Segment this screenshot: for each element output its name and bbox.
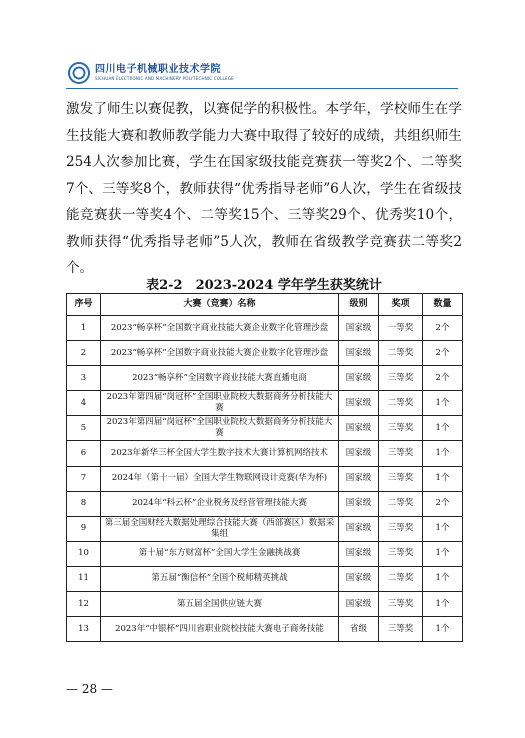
award: 二等奖 (379, 391, 423, 416)
award: 二等奖 (379, 341, 423, 366)
level: 国家级 (339, 366, 379, 391)
count: 1个 (423, 391, 463, 416)
award: 三等奖 (379, 366, 423, 391)
level: 国家级 (339, 491, 379, 516)
count: 1个 (423, 617, 463, 642)
competition-name: 2023“畅享杯”全国数字商业技能大赛企业数字化管理沙盘 (101, 341, 339, 366)
count: 1个 (423, 416, 463, 441)
award: 三等奖 (379, 416, 423, 441)
header-award: 奖项 (379, 294, 423, 316)
award: 三等奖 (379, 516, 423, 541)
page-header (68, 60, 234, 86)
table-row (67, 391, 463, 416)
table-row (67, 416, 463, 441)
table-body (67, 316, 463, 642)
competition-name: 2023年新华三杯全国大学生数字技术大赛计算机网络技术 (101, 441, 339, 466)
level: 省级 (339, 617, 379, 642)
table-row (67, 617, 463, 642)
header-index: 序号 (67, 294, 101, 316)
school-name-cn: 四川电子机械职业技术学院 (95, 64, 221, 75)
competition-name: 2023“畅享杯”全国数字商业技能大赛企业数字化管理沙盘 (101, 316, 339, 341)
award: 三等奖 (379, 441, 423, 466)
award: 三等奖 (379, 466, 423, 491)
competition-name: 第十届“东方财富杯”全国大学生金融挑战赛 (101, 541, 339, 566)
row-index: 11 (67, 566, 101, 591)
count: 1个 (423, 441, 463, 466)
table-row (67, 491, 463, 516)
award: 一等奖 (379, 316, 423, 341)
count: 1个 (423, 466, 463, 491)
count: 1个 (423, 541, 463, 566)
count: 2个 (423, 341, 463, 366)
award: 三等奖 (379, 617, 423, 642)
table-header-row (67, 294, 463, 316)
header-count: 数量 (423, 294, 463, 316)
row-index: 10 (67, 541, 101, 566)
count: 1个 (423, 516, 463, 541)
level: 国家级 (339, 316, 379, 341)
competition-name: 2024年“科云杯”企业税务及经营管理技能大赛 (101, 491, 339, 516)
competition-name: 2023年“中银杯”四川省职业院校技能大赛电子商务技能 (101, 617, 339, 642)
count: 1个 (423, 592, 463, 617)
table-row (67, 366, 463, 391)
school-name (95, 64, 234, 82)
award: 二等奖 (379, 491, 423, 516)
competition-name: 2023“畅享杯”全国数字商业技能大赛直播电商 (101, 366, 339, 391)
award: 二等奖 (379, 566, 423, 591)
competition-name: 2023年第四届“岗冠杯”全国职业院校大数据商务分析技能大赛 (101, 391, 339, 416)
table-row (67, 341, 463, 366)
competition-name: 第五届“衡信杯”全国个税师精英挑战 (101, 566, 339, 591)
header-level: 级别 (339, 294, 379, 316)
count: 2个 (423, 491, 463, 516)
level: 国家级 (339, 416, 379, 441)
body-paragraph: 激发了师生以赛促教，以赛促学的积极性。本学年，学校师生在学生技能大赛和教师教学能力大赛中取得了较好的成绩，共组织师生254人次参加比赛，学生在国家级技能竞赛获一等奖2个、二等奖7个、三等奖8个，教师获得“优秀指导老师”6人次，学生在省级技能竞赛获一等奖4个、二等奖15个、三等奖29个、优秀奖10个，教师获得“优秀指导老师”5人次，教师在省级教学竞赛获二等奖2个。 (66, 101, 462, 276)
competition-name: 2023年第四届“岗冠杯”全国职业院校大数据商务分析技能大赛 (101, 416, 339, 441)
table-row (67, 541, 463, 566)
table-row (67, 592, 463, 617)
table-title: 表2-2 2023-2024 学年学生获奖统计 (146, 278, 382, 293)
row-index: 12 (67, 592, 101, 617)
school-name-en: SICHUAN ELECTRONIC AND MACHINERY POLYTECHNIC COLLEGE (95, 76, 234, 81)
table-row (67, 466, 463, 491)
row-index: 7 (67, 466, 101, 491)
table-row (67, 316, 463, 341)
competition-name: 第五届全国供应链大赛 (101, 592, 339, 617)
level: 国家级 (339, 592, 379, 617)
row-index: 1 (67, 316, 101, 341)
award: 三等奖 (379, 541, 423, 566)
row-index: 13 (67, 617, 101, 642)
row-index: 8 (67, 491, 101, 516)
level: 国家级 (339, 516, 379, 541)
school-logo-icon (68, 62, 90, 84)
header-divider (66, 88, 458, 89)
level: 国家级 (339, 541, 379, 566)
row-index: 3 (67, 366, 101, 391)
level: 国家级 (339, 466, 379, 491)
count: 2个 (423, 366, 463, 391)
row-index: 9 (67, 516, 101, 541)
level: 国家级 (339, 341, 379, 366)
awards-table (66, 293, 463, 642)
level: 国家级 (339, 441, 379, 466)
competition-name: 2024年（第十一届）全国大学生物联网设计竞赛(华为杯) (101, 466, 339, 491)
row-index: 5 (67, 416, 101, 441)
level: 国家级 (339, 391, 379, 416)
count: 2个 (423, 316, 463, 341)
table-row (67, 441, 463, 466)
page-number: — 28 — (66, 682, 113, 696)
level: 国家级 (339, 566, 379, 591)
table-row (67, 566, 463, 591)
row-index: 2 (67, 341, 101, 366)
count: 1个 (423, 566, 463, 591)
table-row (67, 516, 463, 541)
row-index: 6 (67, 441, 101, 466)
competition-name: 第三届全国财经大数据处理综合技能大赛（西部赛区）数据采集组 (101, 516, 339, 541)
header-competition-name: 大赛（竞赛）名称 (101, 294, 339, 316)
row-index: 4 (67, 391, 101, 416)
award: 三等奖 (379, 592, 423, 617)
